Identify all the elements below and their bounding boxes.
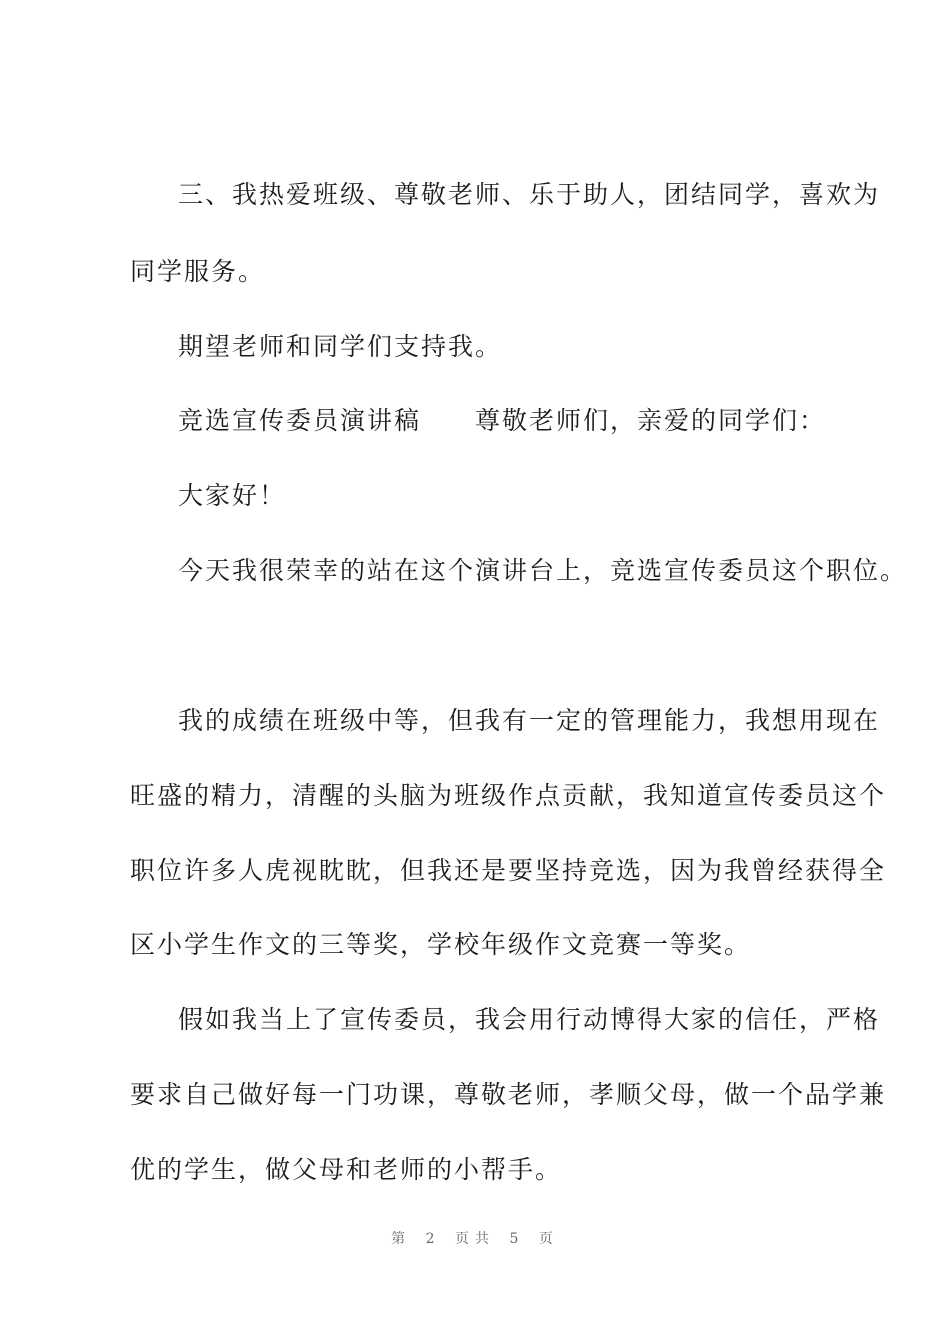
- paragraph-4: 大家好！: [178, 481, 287, 510]
- paragraph-6-line-3: 职位许多人虎视眈眈，但我还是要坚持竞选，因为我曾经获得全: [130, 856, 887, 885]
- paragraph-7-line-2: 要求自己做好每一门功课，尊敬老师，孝顺父母，做一个品学兼: [130, 1080, 887, 1109]
- paragraph-1-line-2: 同学服务。: [130, 257, 266, 286]
- paragraph-2: 期望老师和同学们支持我。: [178, 332, 503, 361]
- paragraph-6-line-2: 旺盛的精力，清醒的头脑为班级作点贡献，我知道宣传委员这个: [130, 781, 887, 810]
- speech-title: 竞选宣传委员演讲稿: [178, 406, 422, 435]
- paragraph-7-line-1: 假如我当上了宣传委员，我会用行动博得大家的信任，严格: [178, 1005, 881, 1034]
- footer-middle: 页共: [455, 1231, 495, 1247]
- paragraph-6-line-1: 我的成绩在班级中等，但我有一定的管理能力，我想用现在: [178, 706, 881, 735]
- salutation: 尊敬老师们，亲爱的同学们：: [475, 406, 827, 435]
- page-footer: [0, 1228, 950, 1248]
- footer-prefix: 第: [391, 1231, 412, 1247]
- paragraph-7-line-3: 优的学生，做父母和老师的小帮手。: [130, 1155, 563, 1184]
- paragraph-5: 今天我很荣幸的站在这个演讲台上，竞选宣传委员这个职位。: [178, 556, 908, 585]
- footer-suffix: 页: [538, 1231, 559, 1247]
- total-pages-number: 5: [509, 1231, 525, 1247]
- current-page-number: 2: [425, 1231, 441, 1247]
- paragraph-3: [178, 406, 826, 436]
- paragraph-6-line-4: 区小学生作文的三等奖，学校年级作文竞赛一等奖。: [130, 930, 752, 959]
- paragraph-1-line-1: 三、我热爱班级、尊敬老师、乐于助人，团结同学，喜欢为: [178, 180, 881, 209]
